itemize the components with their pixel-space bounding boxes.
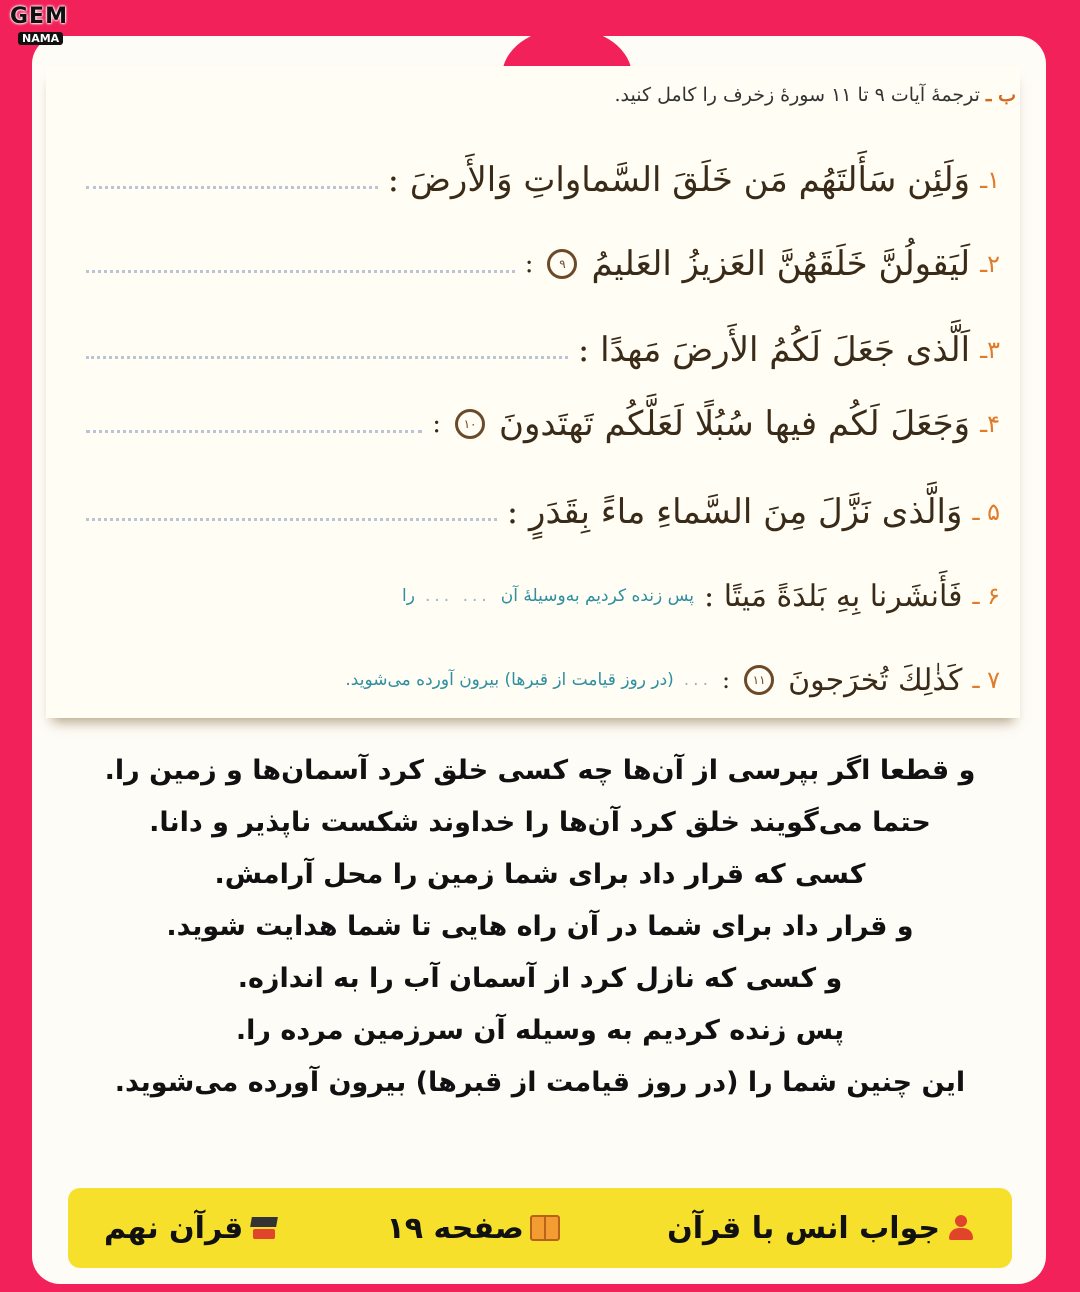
logo-text-bottom: NAMA xyxy=(18,32,63,45)
gemnama-logo[interactable] xyxy=(0,0,76,60)
banner-page-text: صفحه ۱۹ xyxy=(386,1210,524,1246)
verse-line xyxy=(86,140,1000,220)
verse-arabic: وَلَئِن سَأَلتَهُم مَن خَلَقَ السَّماواتِ وَالأَرضَ : xyxy=(387,160,971,200)
exercise-instruction xyxy=(615,84,1016,106)
verse-line xyxy=(86,310,1000,390)
ayah-marker-icon: ۹ xyxy=(547,249,577,279)
translation-line: این چنین شما را (در روز قیامت از قبرها) بیرون آورده می‌شوید. xyxy=(114,1067,966,1098)
ayah-marker-icon: ۱۱ xyxy=(744,665,774,695)
translation-line: و قرار داد برای شما در آن راه هایی تا شما هدایت شوید. xyxy=(166,911,914,942)
verse-line xyxy=(86,472,1000,552)
filled-answer: (در روز قیامت از قبرها) بیرون آورده می‌شوید. xyxy=(345,670,674,690)
verse-number: ۲ـ xyxy=(980,250,1000,278)
verse-number: ۱ـ xyxy=(980,166,1000,194)
verse-number: ۴ـ xyxy=(980,410,1000,438)
answer-dotted-line[interactable] xyxy=(86,430,422,433)
verse-arabic: اَلَّذی جَعَلَ لَكُمُ الأَرضَ مَهدًا : xyxy=(577,330,971,370)
verse-line: ۴ـ وَجَعَلَ لَكُم فيها سُبُلًا لَعَلَّكُم تَهتَدونَ ۱۰ : xyxy=(86,384,1000,464)
ayah-marker-icon: ۱۰ xyxy=(455,409,485,439)
translation-line: کسی که قرار داد برای شما زمین را محل آرامش. xyxy=(214,859,866,890)
exercise-letter: ب ـ xyxy=(985,84,1016,106)
translation-line: و قطعا اگر بپرسی از آن‌ها چه کسی خلق کرد آسمان‌ها و زمین را. xyxy=(104,755,976,786)
translation-line: حتما می‌گویند خلق کرد آن‌ها را خداوند شکست ناپذیر و دانا. xyxy=(149,807,931,838)
filled-answer: پس زنده کردیم به‌وسیلهٔ آن xyxy=(500,586,695,606)
answer-dotted-line[interactable] xyxy=(86,186,378,189)
verse-arabic: لَيَقولُنَّ خَلَقَهُنَّ العَزيزُ العَليمُ xyxy=(591,244,971,284)
verse-number: ۷ ـ xyxy=(972,666,1000,694)
verse-number: ۵ ـ xyxy=(972,498,1000,526)
verse-number: ۳ـ xyxy=(980,336,1000,364)
footer-banner xyxy=(68,1188,1012,1268)
textbook-excerpt xyxy=(46,66,1020,718)
verse-line: ۷ ـ كَذٰلِكَ تُخرَجونَ ۱۱ : ... (در روز قیامت از قبرها) بیرون آورده می‌شوید. xyxy=(345,662,1000,698)
verse-arabic: فَأَنشَرنا بِهِ بَلدَةً مَيتًا : xyxy=(704,578,963,614)
banner-book-text: قرآن نهم xyxy=(104,1210,244,1246)
answer-blank[interactable]: ... ... xyxy=(424,586,491,606)
verse-number: ۶ ـ xyxy=(972,582,1000,610)
translation-line: پس زنده کردیم به وسیله آن سرزمین مرده را. xyxy=(235,1015,845,1046)
exercise-instruction-text: ترجمهٔ آیات ۹ تا ۱۱ سورهٔ زخرف را کامل کنید. xyxy=(614,84,980,106)
verse-line: ۲ـ لَيَقولُنَّ خَلَقَهُنَّ العَزيزُ العَليمُ ۹ : xyxy=(86,224,1000,304)
banner-title-text: جواب انس با قرآن xyxy=(667,1210,940,1246)
filled-answer-end: را xyxy=(402,586,415,606)
verse-arabic: وَالَّذی نَزَّلَ مِنَ السَّماءِ ماءً بِقَدَرٍ : xyxy=(506,492,963,532)
verse-arabic: وَجَعَلَ لَكُم فيها سُبُلًا لَعَلَّكُم تَهتَدونَ xyxy=(499,404,971,444)
translation-line: و کسی که نازل کرد از آسمان آب را به اندازه. xyxy=(237,963,843,994)
answer-blank[interactable]: ... xyxy=(683,670,712,690)
banner-page xyxy=(386,1211,559,1246)
graduation-cap-icon xyxy=(249,1215,279,1241)
banner-book xyxy=(104,1211,279,1246)
open-book-icon xyxy=(530,1215,560,1241)
answer-dotted-line[interactable] xyxy=(86,356,568,359)
verse-arabic: كَذٰلِكَ تُخرَجونَ xyxy=(788,662,963,698)
persian-translation xyxy=(60,745,1020,1109)
logo-text-top: GEM xyxy=(10,4,68,29)
teacher-icon xyxy=(946,1215,976,1241)
answer-dotted-line[interactable] xyxy=(86,270,515,273)
banner-title xyxy=(667,1211,976,1246)
answer-dotted-line[interactable] xyxy=(86,518,497,521)
verse-line xyxy=(86,556,1000,636)
